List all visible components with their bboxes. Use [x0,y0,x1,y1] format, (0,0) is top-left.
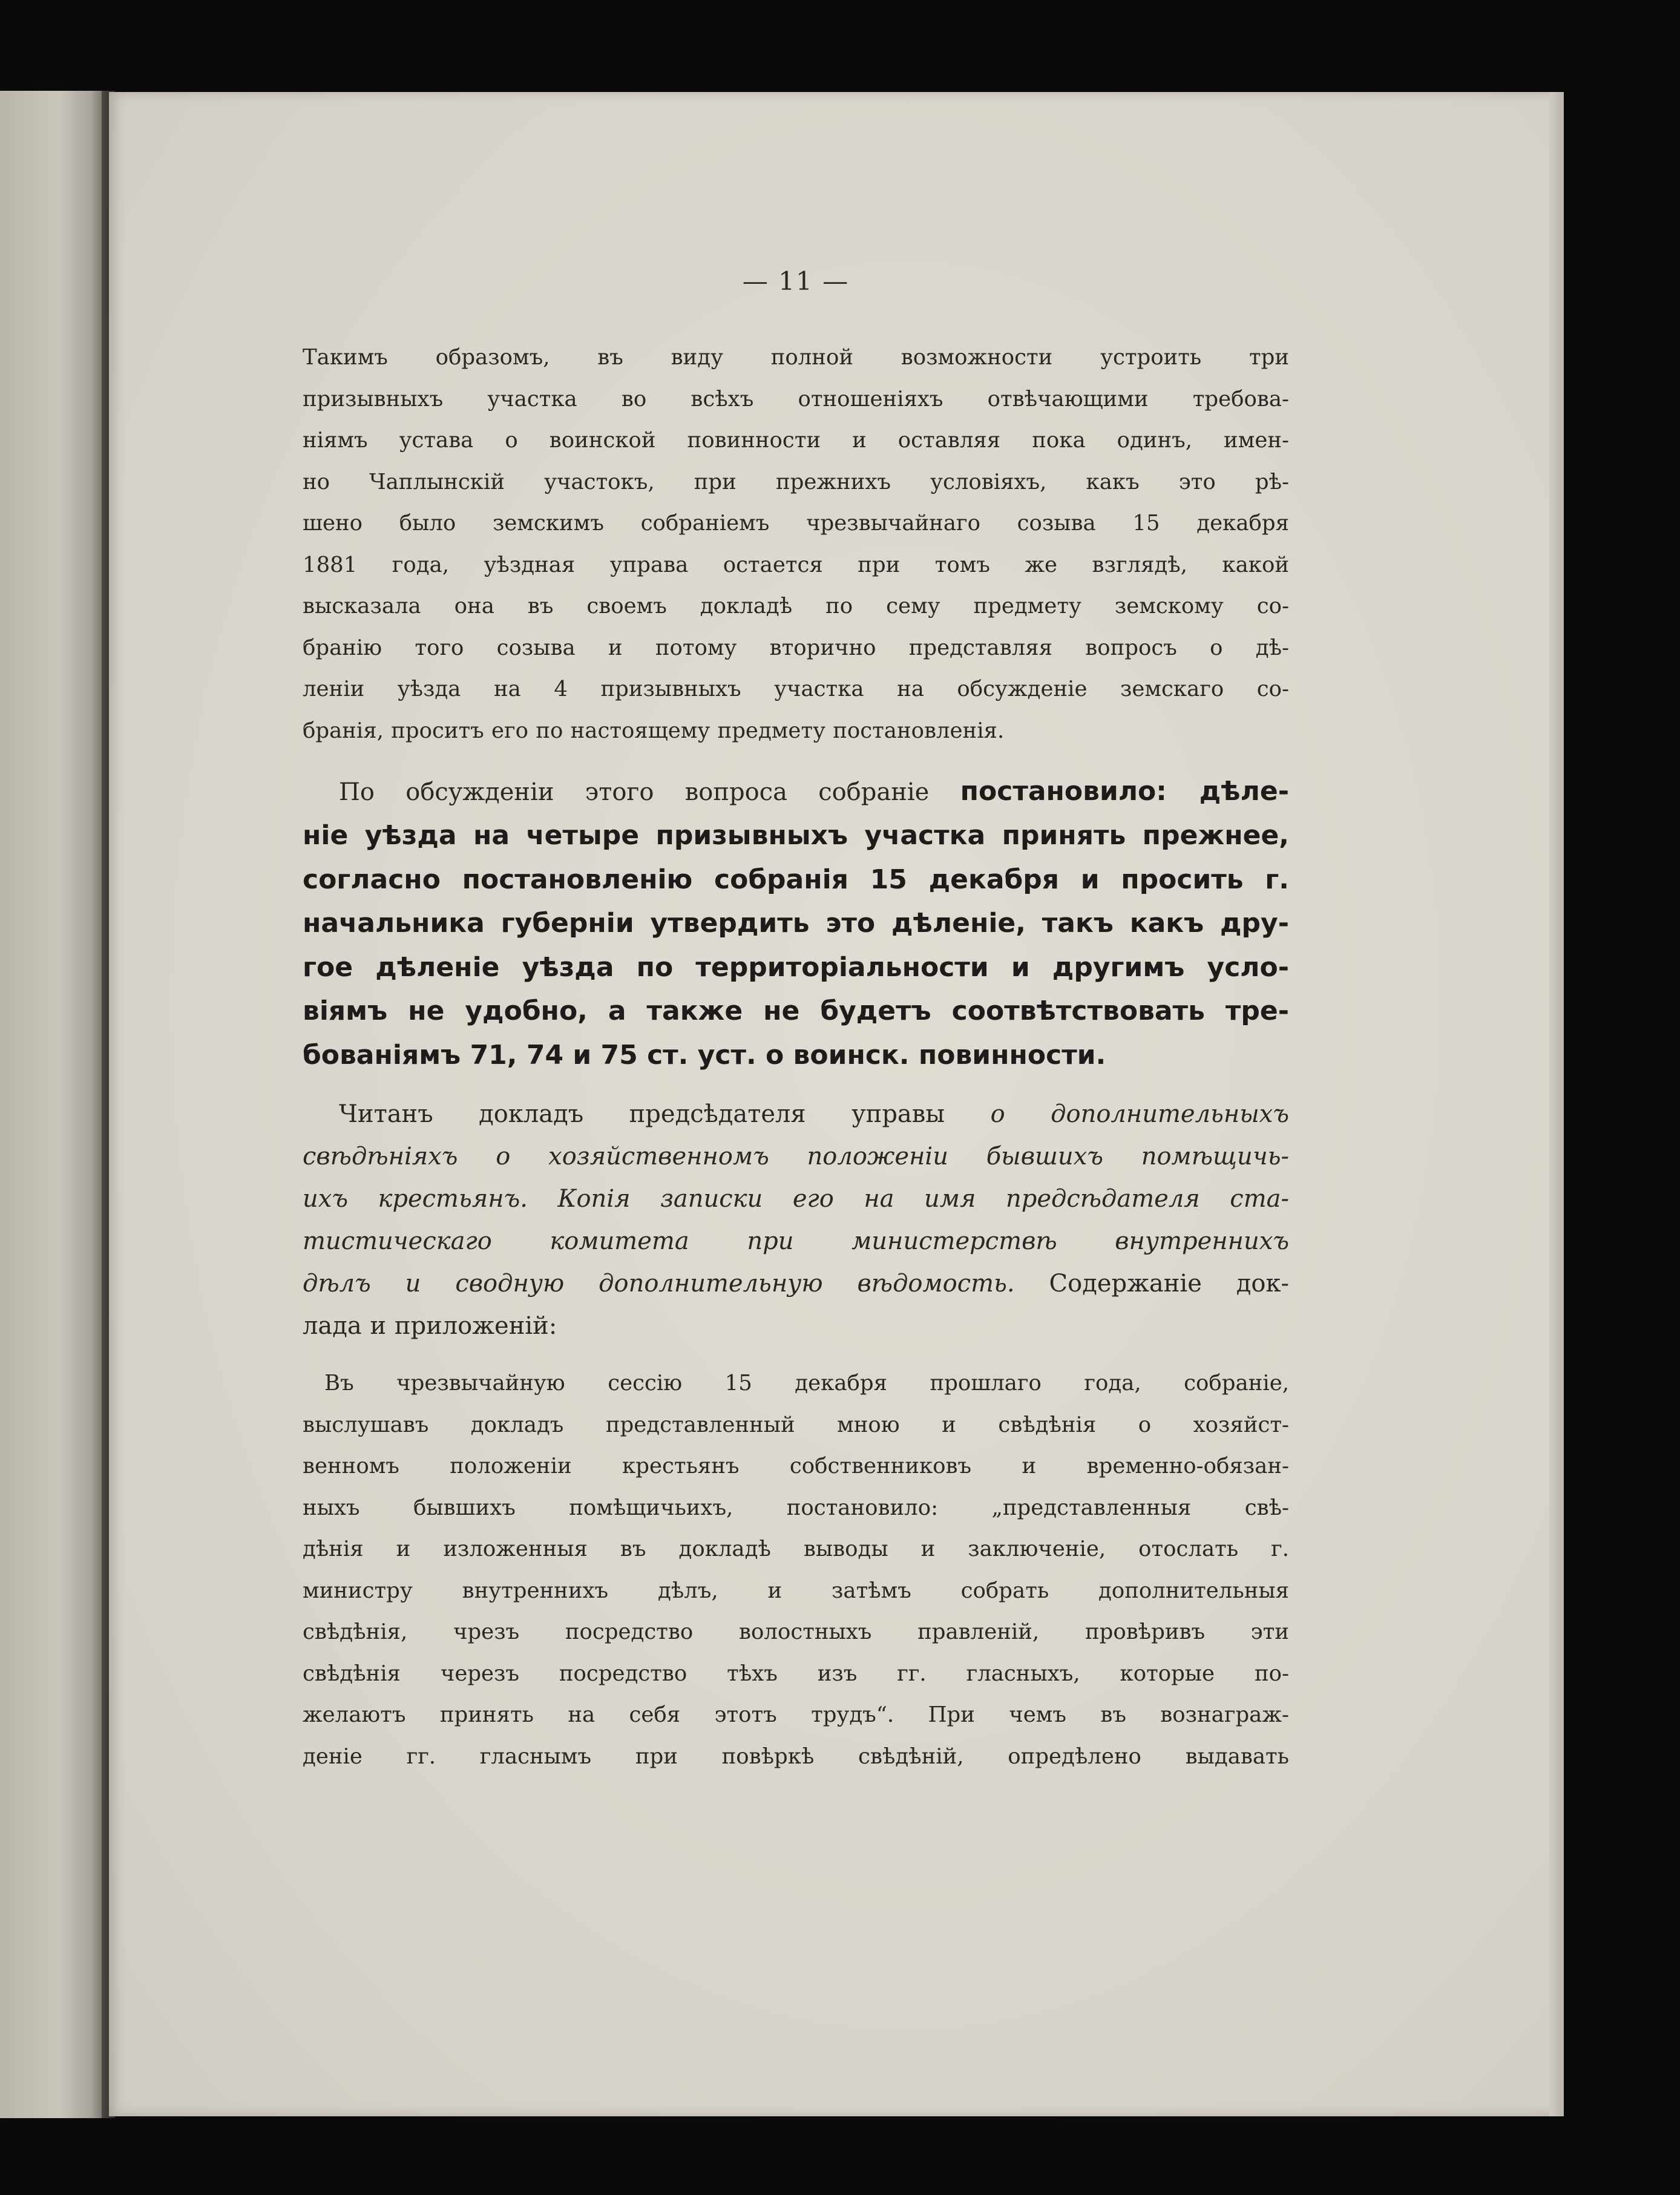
text-line-bold: согласно постановленію собранія 15 декабря и просить г. [303,864,1289,895]
text-line-mixed [303,1093,1289,1135]
text-line: свѣдѣнія черезъ посредство тѣхъ изъ гг. гласныхъ, которые по- [303,1661,1289,1686]
facing-page-edge [0,91,107,2118]
paragraph-1 [303,337,1289,752]
text-bold: постановило: дѣле- [960,776,1289,807]
text-italic: о дополнительныхъ [990,1100,1289,1128]
text-italic: дѣлъ и сводную дополнительную вѣдомость. [303,1270,1015,1298]
paragraph-4 [303,1363,1289,1777]
page-number: — 11 — [742,266,850,296]
text-line-italic: тистическаго комитета при министерствѣ внутреннихъ [303,1227,1289,1255]
text-plain: По обсужденіи этого вопроса собраніе [339,778,930,806]
text-line: леніи уѣзда на 4 призывныхъ участка на обсужденіе земскаго со- [303,677,1289,701]
text-line: свѣдѣнія, чрезъ посредство волостныхъ правленій, провѣривъ эти [303,1619,1289,1644]
text-line: шено было земскимъ собраніемъ чрезвычайнаго созыва 15 декабря [303,511,1289,536]
text-line-bold: бованіямъ 71, 74 и 75 ст. уст. о воинск. повинности. [303,1039,1106,1071]
text-line: бранія, проситъ его по настоящему предмету постановленія. [303,718,1005,743]
paragraph-3-report [303,1093,1289,1347]
text-line-italic: свѣдѣніяхъ о хозяйственномъ положеніи бывшихъ помѣщичь- [303,1143,1289,1170]
paragraph-2-resolution [303,770,1289,1077]
text-line: ніямъ устава о воинской повинности и оставляя пока одинъ, имен- [303,428,1289,453]
page-text [303,266,1289,1792]
text-line: лада и приложеній: [303,1312,557,1340]
text-line-mixed [303,1262,1289,1305]
text-plain: Содержаніе док- [1049,1270,1289,1298]
page-right-edge [1549,92,1564,2116]
text-line: министру внутреннихъ дѣлъ, и затѣмъ собрать дополнительныя [303,1578,1289,1603]
text-line-mixed [303,770,1289,814]
text-line-bold: начальника губерніи утвердить это дѣленіе, такъ какъ дру- [303,908,1289,939]
text-line-italic: ихъ крестьянъ. Копія записки его на имя предсѣдателя ста- [303,1185,1289,1213]
text-line: желаютъ принять на себя этотъ трудъ“. При чемъ въ вознаграж- [303,1702,1289,1727]
text-line: выслушавъ докладъ представленный мною и свѣдѣнія о хозяйст- [303,1412,1289,1437]
text-line-bold: ніе уѣзда на четыре призывныхъ участка принять прежнее, [303,820,1289,851]
text-line: 1881 года, уѣздная управа остается при томъ же взглядѣ, какой [303,552,1289,577]
text-line: призывныхъ участка во всѣхъ отношеніяхъ отвѣчающими требова- [303,386,1289,412]
text-plain: Читанъ докладъ предсѣдателя управы [339,1100,945,1128]
text-line: ныхъ бывшихъ помѣщичьихъ, постановило: „представленныя свѣ- [303,1495,1289,1520]
text-line: деніе гг. гласнымъ при повѣркѣ свѣдѣній, опредѣлено выдавать [303,1744,1289,1769]
text-line: Такимъ образомъ, въ виду полной возможности устроить три [303,345,1289,370]
text-line-bold: гое дѣленіе уѣзда по территоріальности и другимъ усло- [303,951,1289,983]
text-line: Въ чрезвычайную сессію 15 декабря прошлаго года, собраніе, [324,1371,1289,1396]
text-line: высказала она въ своемъ докладѣ по сему предмету земскому со- [303,594,1289,618]
text-line: дѣнія и изложенныя въ докладѣ выводы и заключеніе, отослать г. [303,1537,1289,1561]
text-line: но Чаплынскій участокъ, при прежнихъ условіяхъ, какъ это рѣ- [303,469,1289,494]
text-line: бранію того созыва и потому вторично представляя вопросъ о дѣ- [303,635,1289,660]
text-line-bold: віямъ не удобно, а также не будетъ соотвѣтствовать тре- [303,996,1289,1026]
text-line: венномъ положеніи крестьянъ собственниковъ и временно-обязан- [303,1454,1289,1478]
